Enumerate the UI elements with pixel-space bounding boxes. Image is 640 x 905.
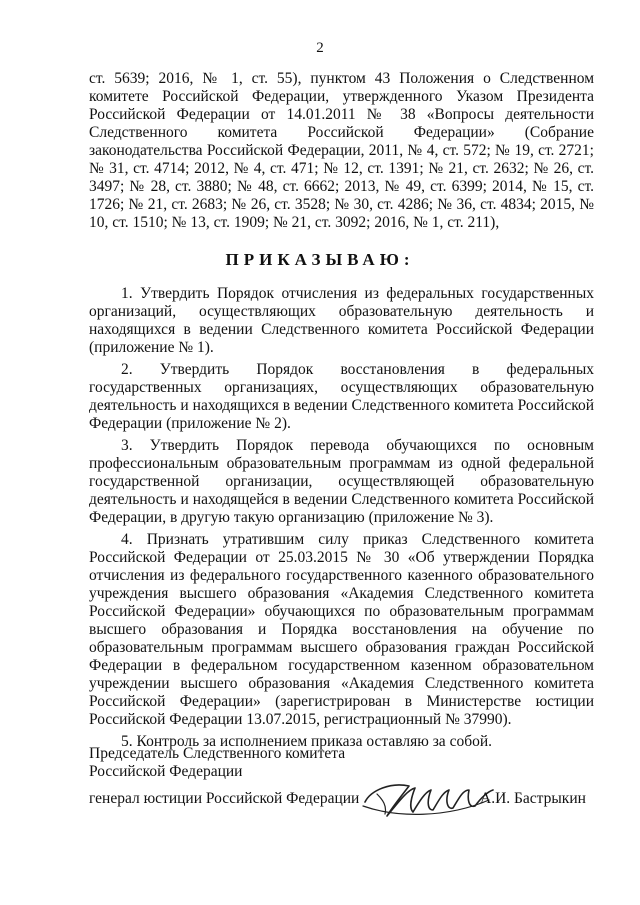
preamble-text: ст. 5639; 2016, № 1, ст. 55), пунктом 43 Положения о Следственном комитете Российской Федерации, утвержденного Указом Президента Российской Федерации от 14.01.2011 № 38 «Вопросы деятельности Следственного комитета Российской Федерации» (Собрание законодательства Российской Федерации, 2011, № 4, ст. 572; № 19, ст. 2721; № 31, ст. 4714; 2012, № 4, ст. 471; № 12, ст. 1391; № 21, ст. 2632; № 26, ст. 3497; № 28, ст. 3880; № 48, ст. 6662; 2013, № 49, ст. 6399; 2014, № 15, ст. 1726; № 21, ст. 2683; № 26, ст. 3528; № 30, ст. 4286; № 36, ст. 4834; 2015, № 10, ст. 1510; № 13, ст. 1909; № 21, ст. 3092; 2016, № 1, ст. 211), xyxy=(89,70,594,231)
order-heading: ПРИКАЗЫВАЮ: xyxy=(225,250,415,269)
signatory-title-line-1: Председатель Следственного комитета xyxy=(89,745,346,762)
signatory-name: А.И. Бастрыкин xyxy=(480,790,586,807)
signatory-title xyxy=(89,745,345,781)
order-items xyxy=(89,285,594,755)
order-item-1: 1. Утвердить Порядок отчисления из федеральных государственных организаций, осуществляющих образовательную деятельность и находящихся в ведении Следственного комитета Российской Федерации (приложение № 1). xyxy=(89,285,594,356)
order-item-3: 3. Утвердить Порядок перевода обучающихся по основным профессиональным образовательным программам из одной федеральной государственной организации, осуществляющей образовательную деятельность и находящейся в ведении Следственного комитета Российской Федерации, в другую такую организацию (приложение № 3). xyxy=(89,437,594,526)
order-item-5: 5. Контроль за исполнением приказа оставляю за собой. xyxy=(121,733,493,750)
page-number: 2 xyxy=(316,40,324,56)
signatory-title-line-2: Российской Федерации xyxy=(89,763,243,780)
signatory-rank: генерал юстиции Российской Федерации xyxy=(89,790,360,807)
order-item-2: 2. Утвердить Порядок восстановления в федеральных государственных организациях, осуществляющих образовательную деятельность и находящихся в ведении Следственного комитета Российской Федерации (приложение № 2). xyxy=(89,361,594,432)
order-item-4: 4. Признать утратившим силу приказ Следственного комитета Российской Федерации от 25.03.2015 № 30 «Об утверждении Порядка отчисления из федерального государственного казенного образовательного учреждения высшего образования «Академия Следственного комитета Российской Федерации» обучающихся по образовательным программам высшего образования и Порядка восстановления на обучение по образовательным программам высшего образования граждан Российской Федерации в федеральном государственном казенном образовательном учреждении высшего образования «Академия Следственного комитета Российской Федерации» (зарегистрирован в Министерстве юстиции Российской Федерации 13.07.2015, регистрационный № 37990). xyxy=(89,531,594,728)
